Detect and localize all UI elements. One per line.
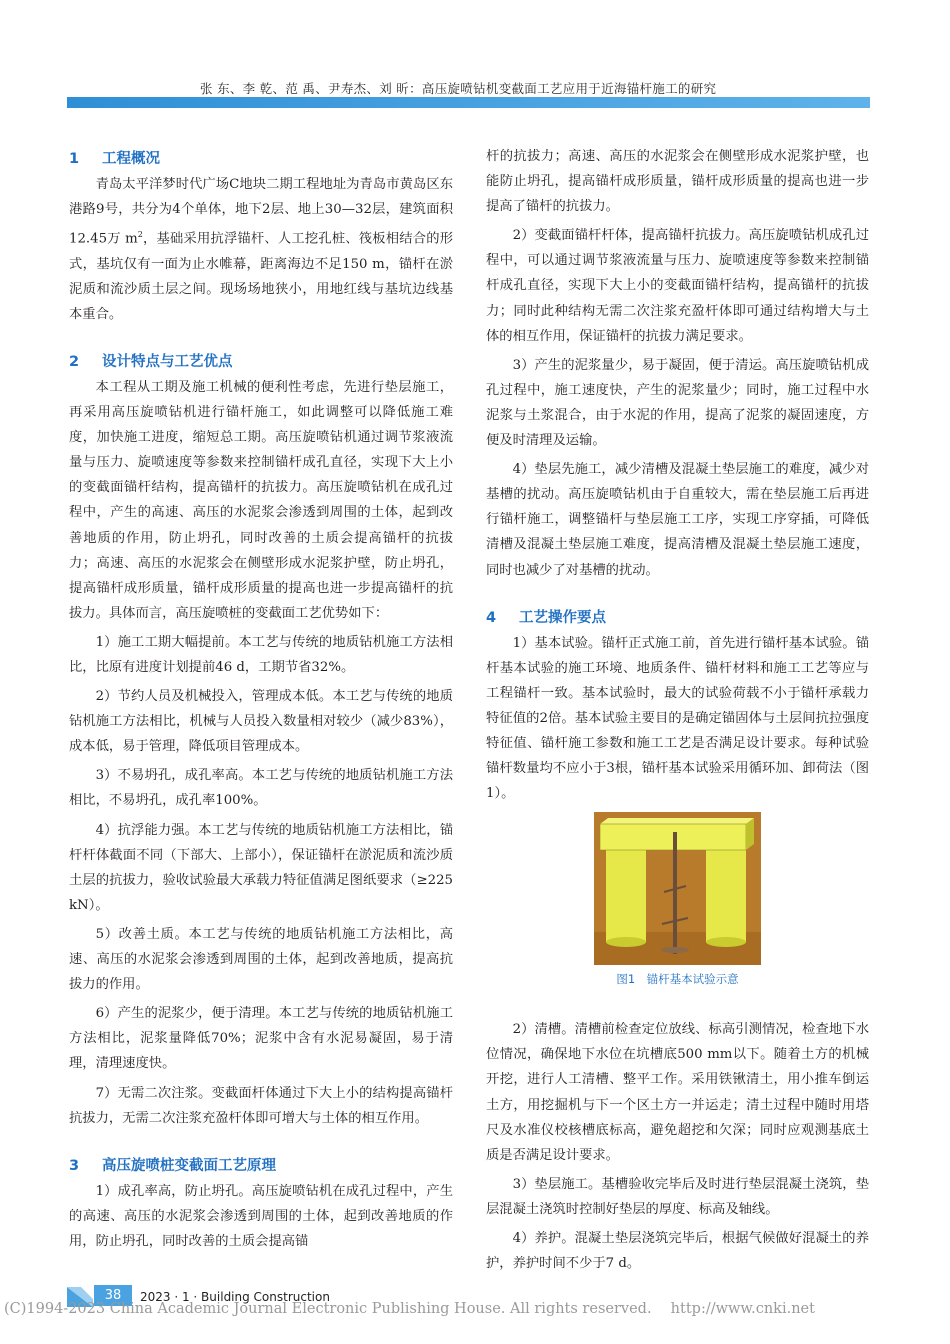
section-3-heading: 3 高压旋喷桩变截面工艺原理 bbox=[69, 1157, 276, 1174]
paragraph-design-features: 本工程从工期及施工机械的便利性考虑，先进行垫层施工，再采用高压旋喷钻机进行锚杆施工，如此调整可以降低施工难度，加快施工进度，缩短总工期。高压旋喷钻机通过调节浆液流量与压力、旋喷速度等参数来控制锚杆成孔直径，实现下大上小的变截面锚杆结构，提高锚杆的抗拔力。高压旋喷钻机在成孔过程中，产生的高速、高压的水泥浆会渗透到周围的土体，起到改善地质的作用，防止坍孔，同时改善的土质会提高锚杆的抗拔力；高速、高压的水泥浆会在侧壁形成水泥浆护壁，防止坍孔，提高锚杆成形质量，锚杆成形质量的提高也进一步提高锚杆的抗拔力。具体而言，高压旋喷桩的变截面工艺优势如下： bbox=[69, 379, 453, 621]
left-column bbox=[69, 146, 453, 1254]
advantage-item-7: 7）无需二次注浆。变截面杆体通过下大上小的结构提高锚杆抗拔力，无需二次注浆充盈杆体即可增大与土体的相互作用。 bbox=[69, 1085, 453, 1126]
advantage-item-3: 3）不易坍孔，成孔率高。本工艺与传统的地质钻机施工方法相比，不易坍孔，成孔率100%。 bbox=[69, 768, 453, 809]
advantage-item-1: 1）施工工期大幅提前。本工艺与传统的地质钻机施工方法相比，比原有进度计划提前46 d，工期节省32%。 bbox=[69, 634, 453, 676]
figure-caption: 图1 锚杆基本试验示意 bbox=[616, 972, 739, 987]
principle-item-4: 4）垫层先施工，减少清槽及混凝土垫层施工的难度，减少对基槽的扰动。高压旋喷钻机由于自重较大，需在垫层施工后再进行锚杆施工，调整锚杆与垫层施工工序，实现工序穿插，可降低清槽及混凝土垫层施工难度，提高清槽及混凝土垫层施工速度，同时也减少了对基槽的扰动。 bbox=[486, 462, 869, 578]
section-4-heading: 4 工艺操作要点 bbox=[486, 609, 606, 626]
operation-item-1: 1）基本试验。锚杆正式施工前，首先进行锚杆基本试验。锚杆基本试验的施工环境、地质条件、锚杆材料和施工工艺等应与工程锚杆一致。基本试验时，最大的试验荷载不小于锚杆承载力特征值的2倍。基本试验主要目的是确定锚固体与土层间抗拉强度特征值、锚杆施工参数和施工工艺是否满足设计要求。每种试验锚杆数量均不应小于3根，锚杆基本试验采用循环加、卸荷法（图1）。 bbox=[486, 635, 869, 802]
right-column bbox=[486, 144, 869, 1276]
section-1-heading: 1 工程概况 bbox=[69, 151, 160, 167]
advantage-item-4: 4）抗浮能力强。本工艺与传统的地质钻机施工方法相比，锚杆杆体截面不同（下部大、上部小），保证锚杆在淤泥质和流沙质土层的抗拔力，验收试验最大承载力特征值满足图纸要求（≥225 kN）。 bbox=[69, 822, 453, 913]
advantage-item-5: 5）改善土质。本工艺与传统的地质钻机施工方法相比，高速、高压的水泥浆会渗透到周围的土体，起到改善地质，提高抗拔力的作用。 bbox=[69, 926, 453, 993]
running-title: 张 东、李 乾、范 禹、尹寿杰、刘 昕：高压旋喷钻机变截面工艺应用于近海锚杆施工的研究 bbox=[200, 81, 717, 96]
operation-item-2: 2）清槽。清槽前检查定位放线、标高引测情况，检查地下水位情况，确保地下水位在坑槽底500 mm以下。随着土方的机械开挖，进行人工清槽、整平工作。采用铁锹清土，用小推车倒运土方，用挖掘机与下一个区土方一并运走；清土过程中随时用塔尺及水准仪校核槽底标高，避免超挖和欠深；同时应观测基底土质是否满足设计要求。 bbox=[486, 1022, 869, 1163]
principle-item-2: 2）变截面锚杆杆体，提高锚杆抗拔力。高压旋喷钻机成孔过程中，可以通过调节浆液流量与压力、旋喷速度等参数来控制锚杆成孔直径，实现下大上小的变截面锚杆结构，提高锚杆的抗拔力；同时此种结构无需二次注浆充盈杆体即可通过结构增大与土体的相互作用，保证锚杆的抗拔力满足要求。 bbox=[486, 228, 869, 344]
principle-item-1-continued: 杆的抗拔力；高速、高压的水泥浆会在侧壁形成水泥浆护壁，也能防止坍孔，提高锚杆成形质量，锚杆成形质量的提高也进一步提高了锚杆的抗拔力。 bbox=[486, 149, 869, 215]
journal-info: 2023 · 1 · Building Construction bbox=[140, 1290, 330, 1304]
paragraph-project-overview: 青岛太平洋梦时代广场C地块二期工程地址为青岛市黄岛区东港路9号，共分为4个单体，地下2层、地上30—32层，建筑面积12.45万 $m^2$，基础采用抗浮锚杆、人工挖孔桩、筏板相结合的形式，基坑仅有一面为止水帷幕，距离海边不足150 m，锚杆在淤泥质和流沙质土层之间。现场场地狭小，用地红线与基坑边线基本重合。 bbox=[69, 177, 453, 322]
header-bar bbox=[67, 97, 870, 108]
advantage-item-6: 6）产生的泥浆少，便于清理。本工艺与传统的地质钻机施工方法相比，泥浆量降低70%；泥浆中含有水泥易凝固，易于清理，清理速度快。 bbox=[69, 1006, 453, 1072]
operation-item-4: 4）养护。混凝土垫层浇筑完毕后，根据气候做好混凝土的养护，养护时间不少于7 d。 bbox=[486, 1231, 869, 1272]
section-2-heading: 2 设计特点与工艺优点 bbox=[69, 353, 233, 370]
figure-anchor-test bbox=[594, 812, 761, 965]
copyright-line: (C)1994-2023 China Academic Journal Electronic Publishing House. All rights reserved. http://www.cnki.net bbox=[4, 1301, 815, 1317]
principle-item-1: 1）成孔率高，防止坍孔。高压旋喷钻机在成孔过程中，产生的高速、高压的水泥浆会渗透到周围的土体，起到改善地质的作用，防止坍孔，同时改善的土质会提高锚 bbox=[69, 1183, 453, 1249]
principle-item-3: 3）产生的泥浆量少，易于凝固，便于清运。高压旋喷钻机成孔过程中，施工速度快，产生的泥浆量少；同时，施工过程中水泥浆与土浆混合，由于水泥的作用，提高了泥浆的凝固速度，方便及时清理及运输。 bbox=[486, 357, 869, 449]
advantage-item-2: 2）节约人员及机械投入，管理成本低。本工艺与传统的地质钻机施工方法相比，机械与人员投入数量相对较少（减少83%），成本低，易于管理，降低项目管理成本。 bbox=[69, 689, 453, 755]
page-number: 38 bbox=[94, 1285, 132, 1306]
operation-item-3: 3）垫层施工。基槽验收完毕后及时进行垫层混凝土浇筑，垫层混凝土浇筑时控制好垫层的厚度、标高及轴线。 bbox=[486, 1176, 869, 1217]
